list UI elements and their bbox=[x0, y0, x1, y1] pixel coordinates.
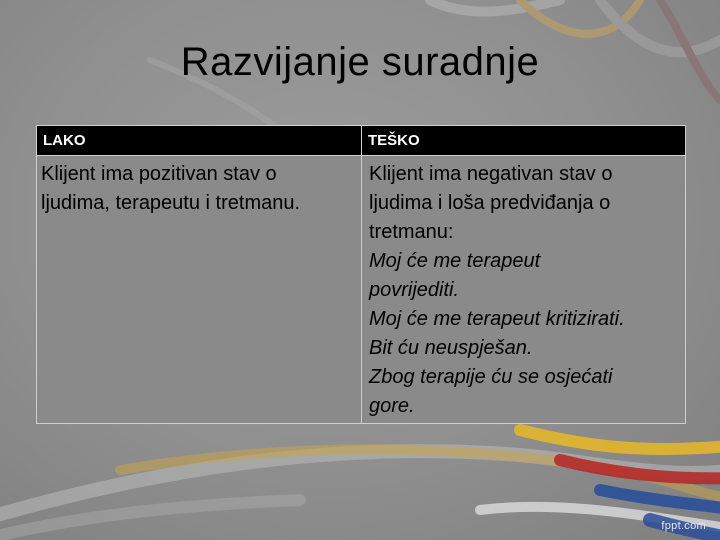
slide-title: Razvijanje suradnje bbox=[180, 40, 540, 84]
table-row bbox=[37, 156, 686, 424]
header-tesko: TEŠKO bbox=[362, 126, 686, 156]
cell-text-line: ljudima i loša predviđanja o bbox=[369, 192, 611, 214]
italic-thought-line: Zbog terapije ću se osjećati bbox=[369, 366, 613, 388]
cell-lako bbox=[37, 156, 362, 424]
cell-text-line: ljudima, terapeutu i tretmanu. bbox=[41, 192, 301, 214]
brand-watermark: fppt.com bbox=[661, 520, 706, 532]
table-header-row bbox=[37, 126, 686, 156]
italic-thought-line: Moj će me terapeut kritizirati. bbox=[369, 308, 625, 330]
italic-thought-line: gore. bbox=[369, 395, 415, 417]
italic-thought-line: povrijediti. bbox=[369, 279, 460, 301]
cell-text-line: Klijent ima pozitivan stav o bbox=[41, 163, 277, 185]
italic-thought-line: Moj će me terapeut bbox=[369, 250, 541, 272]
cell-tesko bbox=[362, 156, 686, 424]
cell-text-line: Klijent ima negativan stav o bbox=[369, 163, 613, 185]
comparison-table bbox=[36, 125, 686, 424]
cell-text-line: tretmanu: bbox=[369, 221, 454, 243]
italic-thought-line: Bit ću neuspješan. bbox=[369, 337, 533, 359]
header-lako: LAKO bbox=[37, 126, 362, 156]
